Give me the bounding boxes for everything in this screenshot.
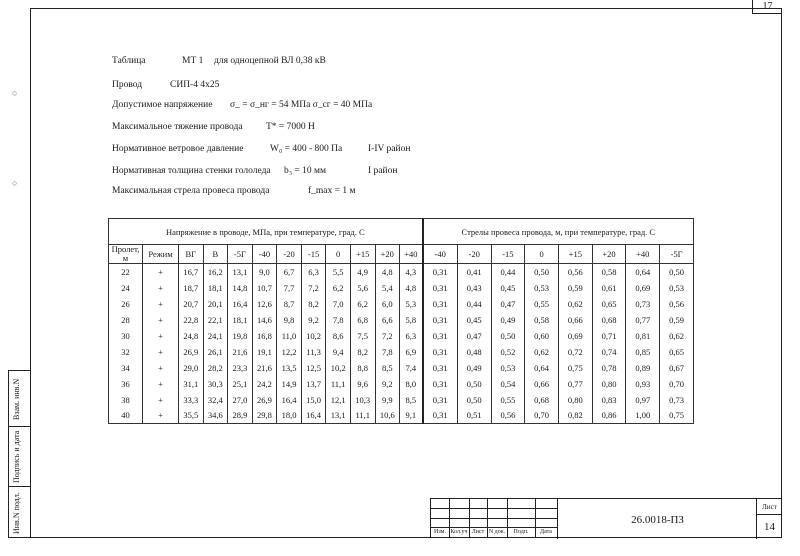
stress-cell: 8,2 <box>350 344 375 360</box>
page-top-number: 17 <box>752 0 782 14</box>
sag-cell: 0,65 <box>592 296 626 312</box>
sag-cell: 0,55 <box>491 392 525 408</box>
sag-cell: 0,77 <box>558 376 592 392</box>
sag-cell: 0,71 <box>592 328 626 344</box>
stress-cell: 8,6 <box>326 328 351 344</box>
tension-label: Максимальное тяжение провода <box>112 122 243 132</box>
sag-cell: 0,48 <box>457 344 491 360</box>
sag-cell: 0,52 <box>491 344 525 360</box>
table-row <box>109 408 694 424</box>
stress-cell: 13,1 <box>326 408 351 424</box>
sag-cell: 0,60 <box>525 328 559 344</box>
span-cell: 32 <box>109 344 143 360</box>
stress-cell: 7,7 <box>277 280 302 296</box>
sag-col-header: +20 <box>592 245 626 264</box>
sag-cell: 0,56 <box>660 296 694 312</box>
sag-col-header: -40 <box>423 245 458 264</box>
stress-cell: 5,8 <box>400 312 423 328</box>
sag-cell: 0,74 <box>592 344 626 360</box>
stress-cell: 10,2 <box>326 360 351 376</box>
sag-cell: 0,64 <box>525 360 559 376</box>
sag-tension-table <box>108 218 694 424</box>
stress-cell: 19,1 <box>252 344 277 360</box>
sag-cell: 0,59 <box>660 312 694 328</box>
stress-cell: 13,5 <box>277 360 302 376</box>
stress-cell: 9,9 <box>375 392 400 408</box>
stress-cell: 9,6 <box>350 376 375 392</box>
sag-cell: 0,50 <box>457 392 491 408</box>
stress-col-header: В <box>203 245 228 264</box>
mode-cell: + <box>143 408 179 424</box>
stress-cell: 14,8 <box>228 280 253 296</box>
sag-cell: 0,53 <box>525 280 559 296</box>
sag-cell: 0,47 <box>457 328 491 344</box>
table-row <box>109 376 694 392</box>
stress-cell: 29,0 <box>179 360 204 376</box>
stress-cell: 18,7 <box>179 280 204 296</box>
stress-cell: 6,9 <box>400 344 423 360</box>
stress-cell: 16,4 <box>228 296 253 312</box>
mode-cell: + <box>143 280 179 296</box>
stress-cell: 12,1 <box>326 392 351 408</box>
sag-cell: 0,68 <box>525 392 559 408</box>
stress-cell: 24,1 <box>203 328 228 344</box>
stress-cell: 18,1 <box>203 280 228 296</box>
span-cell: 40 <box>109 408 143 424</box>
span-cell: 30 <box>109 328 143 344</box>
sag-cell: 0,64 <box>626 264 660 280</box>
sag-cell: 0,45 <box>491 280 525 296</box>
sag-cell: 0,31 <box>423 296 458 312</box>
stress-cell: 24,2 <box>252 376 277 392</box>
sag-value: f_max = 1 м <box>308 186 356 196</box>
sag-cell: 1,00 <box>626 408 660 424</box>
sag-cell: 0,53 <box>660 280 694 296</box>
stress-cell: 6,6 <box>375 312 400 328</box>
sag-cell: 0,69 <box>558 328 592 344</box>
title-block-label: Подп. <box>513 529 529 535</box>
side-stamp <box>8 370 30 538</box>
sag-cell: 0,51 <box>457 408 491 424</box>
sag-cell: 0,78 <box>592 360 626 376</box>
mode-cell: + <box>143 344 179 360</box>
sag-cell: 0,70 <box>660 376 694 392</box>
stress-cell: 8,8 <box>350 360 375 376</box>
stress-cell: 9,1 <box>400 408 423 424</box>
sheet-number: 14 <box>764 521 775 533</box>
sag-cell: 0,31 <box>423 328 458 344</box>
stress-cell: 5,6 <box>350 280 375 296</box>
sag-cell: 0,68 <box>592 312 626 328</box>
stress-cell: 4,9 <box>350 264 375 280</box>
sag-cell: 0,66 <box>525 376 559 392</box>
stress-col-header: 0 <box>326 245 351 264</box>
stress-cell: 18,1 <box>228 312 253 328</box>
mode-cell: + <box>143 296 179 312</box>
sag-cell: 0,58 <box>525 312 559 328</box>
stress-cell: 8,0 <box>400 376 423 392</box>
stress-col-header: -5Г <box>228 245 253 264</box>
sag-cell: 0,31 <box>423 360 458 376</box>
stress-cell: 21,6 <box>228 344 253 360</box>
sag-cell: 0,56 <box>491 408 525 424</box>
stress-cell: 21,6 <box>252 360 277 376</box>
table-label: Таблица <box>112 56 146 66</box>
stress-cell: 32,4 <box>203 392 228 408</box>
stress-cell: 6,3 <box>400 328 423 344</box>
stress-cell: 14,9 <box>277 376 302 392</box>
title-block-label: Дата <box>540 529 552 535</box>
stress-cell: 13,7 <box>301 376 326 392</box>
stress-cell: 8,2 <box>301 296 326 312</box>
title-block-labels <box>431 527 557 538</box>
stress-col-header: -15 <box>301 245 326 264</box>
stress-cell: 5,3 <box>400 296 423 312</box>
stress-cell: 22,8 <box>179 312 204 328</box>
table-row <box>109 312 694 328</box>
sag-cell: 0,89 <box>626 360 660 376</box>
table-id: МТ 1 <box>182 56 204 66</box>
title-block-label: N док. <box>488 529 506 535</box>
stress-cell: 6,7 <box>277 264 302 280</box>
col-mode-header: Режим <box>143 245 179 264</box>
sag-cell: 0,86 <box>592 408 626 424</box>
stress-cell: 5,5 <box>326 264 351 280</box>
stress-label: Допустимое напряжение <box>112 100 213 110</box>
stress-cell: 26,9 <box>252 392 277 408</box>
sag-cell: 0,31 <box>423 280 458 296</box>
stress-cell: 15,0 <box>301 392 326 408</box>
stress-cell: 11,1 <box>326 376 351 392</box>
stress-cell: 7,5 <box>350 328 375 344</box>
stress-cell: 20,7 <box>179 296 204 312</box>
sag-cell: 0,49 <box>457 360 491 376</box>
stress-cell: 6,3 <box>301 264 326 280</box>
span-cell: 38 <box>109 392 143 408</box>
stress-cell: 16,2 <box>203 264 228 280</box>
wire-label: Провод <box>112 80 143 90</box>
sag-cell: 0,50 <box>660 264 694 280</box>
sag-cell: 0,31 <box>423 344 458 360</box>
stress-cell: 18,0 <box>277 408 302 424</box>
stress-cell: 26,9 <box>179 344 204 360</box>
tension-value: T* = 7000 Н <box>266 122 315 132</box>
mode-cell: + <box>143 328 179 344</box>
stress-cell: 6,2 <box>326 280 351 296</box>
sag-cell: 0,80 <box>592 376 626 392</box>
stress-cell: 35,5 <box>179 408 204 424</box>
sag-col-header: -5Г <box>660 245 694 264</box>
sheet-label: Лист <box>757 499 782 515</box>
stress-col-header: -20 <box>277 245 302 264</box>
stress-cell: 7,8 <box>375 344 400 360</box>
sag-cell: 0,62 <box>558 296 592 312</box>
stress-cell: 7,0 <box>326 296 351 312</box>
col-span-header: Пролет, м <box>109 245 143 264</box>
stress-cell: 11,3 <box>301 344 326 360</box>
wind-region: I-IV район <box>368 144 411 154</box>
stress-col-header: -40 <box>252 245 277 264</box>
ice-value: b₃ = 10 мм <box>284 166 327 176</box>
stress-cell: 6,2 <box>350 296 375 312</box>
sag-cell: 0,31 <box>423 264 458 280</box>
sag-cell: 0,70 <box>525 408 559 424</box>
table-row <box>109 392 694 408</box>
mode-cell: + <box>143 312 179 328</box>
stress-cell: 7,2 <box>301 280 326 296</box>
binding-hole-mark: ○ <box>12 178 18 188</box>
stress-col-header: ВГ <box>179 245 204 264</box>
stress-cell: 11,0 <box>277 328 302 344</box>
stress-cell: 28,9 <box>228 408 253 424</box>
wire-value: СИП-4 4х25 <box>170 80 220 90</box>
span-cell: 36 <box>109 376 143 392</box>
span-cell: 26 <box>109 296 143 312</box>
stress-cell: 33,3 <box>179 392 204 408</box>
sag-cell: 0,69 <box>626 280 660 296</box>
stress-cell: 8,5 <box>375 360 400 376</box>
stress-cell: 9,0 <box>252 264 277 280</box>
sag-cell: 0,65 <box>660 344 694 360</box>
stress-cell: 30,3 <box>203 376 228 392</box>
sag-cell: 0,47 <box>491 296 525 312</box>
side-stamp-replace-inv: Взам. инв.N <box>12 378 21 420</box>
stress-cell: 10,7 <box>252 280 277 296</box>
title-block-label: Кол.уч <box>450 529 468 535</box>
table-description: для одноцепной ВЛ 0,38 кВ <box>214 56 326 66</box>
stress-cell: 34,6 <box>203 408 228 424</box>
stress-cell: 12,2 <box>277 344 302 360</box>
ice-label: Нормативная толщина стенки гололеда <box>112 166 271 176</box>
stress-cell: 11,1 <box>350 408 375 424</box>
stress-cell: 6,0 <box>375 296 400 312</box>
stress-cell: 16,4 <box>301 408 326 424</box>
sag-cell: 0,44 <box>457 296 491 312</box>
sag-cell: 0,77 <box>626 312 660 328</box>
table-row <box>109 344 694 360</box>
side-stamp-signature-date: Подпись и дата <box>12 430 21 484</box>
sag-cell: 0,31 <box>423 392 458 408</box>
sag-col-header: -15 <box>491 245 525 264</box>
stress-cell: 16,7 <box>179 264 204 280</box>
sag-cell: 0,50 <box>525 264 559 280</box>
stress-cell: 5,4 <box>375 280 400 296</box>
mode-cell: + <box>143 264 179 280</box>
stress-cell: 6,8 <box>350 312 375 328</box>
stress-cell: 29,8 <box>252 408 277 424</box>
title-block-label: Лист <box>471 529 485 535</box>
span-cell: 24 <box>109 280 143 296</box>
table-row <box>109 280 694 296</box>
stress-cell: 8,7 <box>277 296 302 312</box>
sag-cell: 0,62 <box>660 328 694 344</box>
stress-cell: 14,6 <box>252 312 277 328</box>
column-header-row <box>109 245 694 264</box>
stress-cell: 31,1 <box>179 376 204 392</box>
stress-value: σ_ = σ_нг = 54 МПа σ_сг = 40 МПа <box>230 100 373 110</box>
stress-cell: 9,8 <box>277 312 302 328</box>
stress-cell: 25,1 <box>228 376 253 392</box>
sag-cell: 0,72 <box>558 344 592 360</box>
sag-cell: 0,80 <box>558 392 592 408</box>
sag-cell: 0,67 <box>660 360 694 376</box>
stress-cell: 7,2 <box>375 328 400 344</box>
sheet-box <box>756 499 782 539</box>
stress-cell: 16,8 <box>252 328 277 344</box>
stress-col-header: +15 <box>350 245 375 264</box>
span-cell: 28 <box>109 312 143 328</box>
title-block-label: Изм. <box>434 529 446 535</box>
table-row <box>109 296 694 312</box>
wind-value: W₀ = 400 - 800 Па <box>270 144 343 154</box>
sag-cell: 0,82 <box>558 408 592 424</box>
sag-cell: 0,75 <box>558 360 592 376</box>
sag-cell: 0,81 <box>626 328 660 344</box>
stress-cell: 10,6 <box>375 408 400 424</box>
sag-col-header: +15 <box>558 245 592 264</box>
stress-cell: 27,0 <box>228 392 253 408</box>
stress-col-header: +20 <box>375 245 400 264</box>
stress-col-header: +40 <box>400 245 423 264</box>
sag-col-header: 0 <box>525 245 559 264</box>
sag-cell: 0,83 <box>592 392 626 408</box>
wind-label: Нормативное ветровое давление <box>112 144 244 154</box>
sag-label: Максимальная стрела провеса провода <box>112 186 270 196</box>
sag-cell: 0,93 <box>626 376 660 392</box>
stress-cell: 4,8 <box>375 264 400 280</box>
mode-cell: + <box>143 360 179 376</box>
mode-cell: + <box>143 376 179 392</box>
stress-cell: 7,8 <box>326 312 351 328</box>
sag-cell: 0,31 <box>423 408 458 424</box>
stress-cell: 16,4 <box>277 392 302 408</box>
sag-cell: 0,62 <box>525 344 559 360</box>
stress-cell: 7,4 <box>400 360 423 376</box>
sag-cell: 0,43 <box>457 280 491 296</box>
stress-cell: 9,2 <box>375 376 400 392</box>
side-stamp-original-inv: Инв.N подл. <box>12 492 21 534</box>
sag-col-header: -20 <box>457 245 491 264</box>
stress-cell: 10,3 <box>350 392 375 408</box>
mode-cell: + <box>143 392 179 408</box>
document-code: 26.0018-ПЗ <box>557 499 757 539</box>
stress-cell: 26,1 <box>203 344 228 360</box>
sag-col-header: +40 <box>626 245 660 264</box>
sag-cell: 0,58 <box>592 264 626 280</box>
sag-cell: 0,45 <box>457 312 491 328</box>
sag-cell: 0,55 <box>525 296 559 312</box>
span-cell: 22 <box>109 264 143 280</box>
stress-cell: 4,3 <box>400 264 423 280</box>
sag-cell: 0,31 <box>423 312 458 328</box>
sag-cell: 0,73 <box>626 296 660 312</box>
stress-cell: 12,6 <box>252 296 277 312</box>
stress-cell: 12,5 <box>301 360 326 376</box>
sag-cell: 0,54 <box>491 376 525 392</box>
sag-cell: 0,53 <box>491 360 525 376</box>
stress-section-title: Напряжение в проводе, МПа, при температуре, град. С <box>109 219 423 245</box>
sag-cell: 0,73 <box>660 392 694 408</box>
table-row <box>109 264 694 280</box>
stress-cell: 28,2 <box>203 360 228 376</box>
sag-cell: 0,97 <box>626 392 660 408</box>
span-cell: 34 <box>109 360 143 376</box>
ice-region: I район <box>368 166 398 176</box>
sag-cell: 0,61 <box>592 280 626 296</box>
sag-section-title: Стрелы провеса провода, м, при температуре, град. С <box>423 219 694 245</box>
sag-cell: 0,66 <box>558 312 592 328</box>
stress-cell: 4,8 <box>400 280 423 296</box>
sag-cell: 0,85 <box>626 344 660 360</box>
sag-cell: 0,41 <box>457 264 491 280</box>
sag-cell: 0,44 <box>491 264 525 280</box>
stress-cell: 19,8 <box>228 328 253 344</box>
stress-cell: 22,1 <box>203 312 228 328</box>
sag-cell: 0,50 <box>457 376 491 392</box>
stress-cell: 10,2 <box>301 328 326 344</box>
table-row <box>109 328 694 344</box>
stress-cell: 9,4 <box>326 344 351 360</box>
sag-cell: 0,75 <box>660 408 694 424</box>
sag-cell: 0,49 <box>491 312 525 328</box>
sag-cell: 0,59 <box>558 280 592 296</box>
binding-hole-mark: ○ <box>12 88 18 98</box>
stress-cell: 20,1 <box>203 296 228 312</box>
stress-cell: 9,2 <box>301 312 326 328</box>
stress-cell: 24,8 <box>179 328 204 344</box>
table-row <box>109 360 694 376</box>
stress-cell: 23,3 <box>228 360 253 376</box>
sag-cell: 0,56 <box>558 264 592 280</box>
stress-cell: 13,1 <box>228 264 253 280</box>
stress-cell: 8,5 <box>400 392 423 408</box>
title-block <box>430 498 782 538</box>
sag-cell: 0,31 <box>423 376 458 392</box>
sag-cell: 0,50 <box>491 328 525 344</box>
